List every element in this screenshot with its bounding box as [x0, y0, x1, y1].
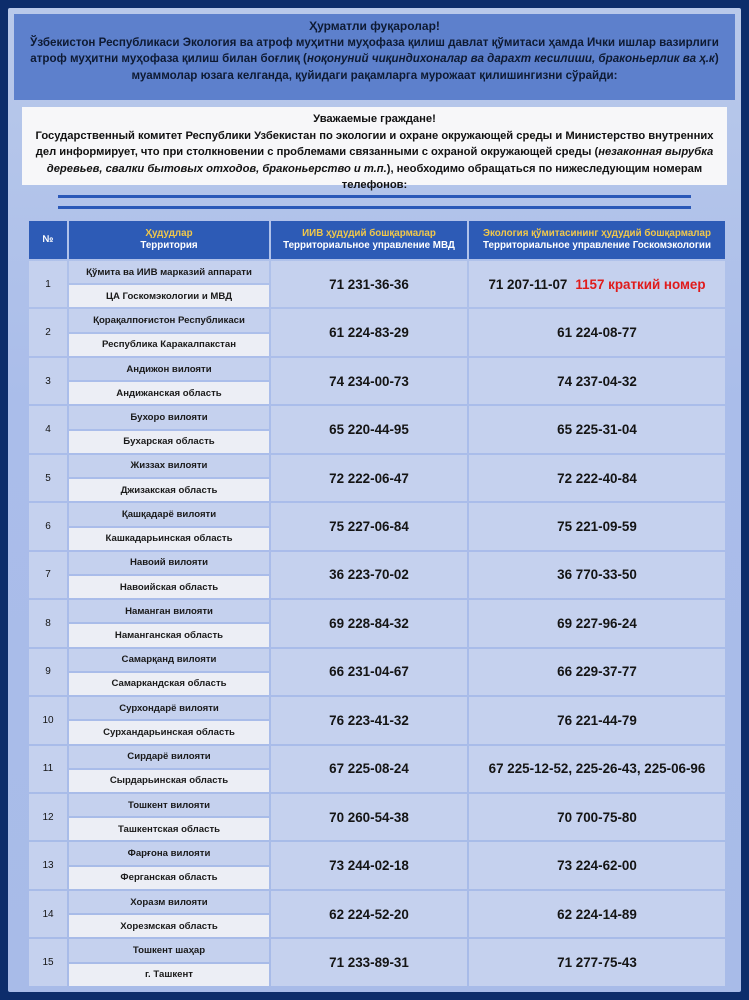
eco-phone[interactable]: 71 277-75-43 [557, 955, 637, 971]
uz-notice-text-2: ) муаммолар юзага келганда, қуйидаги рақамларга мурожаат қилишингизни сўрайди: [131, 52, 719, 82]
table-row [29, 891, 725, 937]
region-cell [69, 649, 269, 695]
mvd-phone[interactable]: 72 222-06-47 [271, 455, 467, 501]
eco-phone-cell [469, 842, 725, 888]
region-name-uz: Жиззах вилояти [69, 455, 269, 477]
table-row [29, 309, 725, 355]
mvd-phone[interactable]: 69 228-84-32 [271, 600, 467, 646]
region-name-uz: Хоразм вилояти [69, 891, 269, 913]
eco-phone[interactable]: 65 225-31-04 [557, 422, 637, 438]
eco-phone-cell [469, 261, 725, 307]
eco-phone[interactable]: 71 207-11-07 [488, 276, 568, 292]
region-cell [69, 697, 269, 743]
region-cell [69, 842, 269, 888]
table-row [29, 552, 725, 598]
eco-phone-cell [469, 406, 725, 452]
header-territory-ru: Территория [140, 240, 198, 251]
region-cell [69, 746, 269, 792]
region-name-uz: Бухоро вилояти [69, 406, 269, 428]
uz-notice-title: Ҳурматли фуқаролар! [309, 19, 440, 33]
row-number: 14 [29, 891, 67, 937]
eco-phone[interactable]: 75 221-09-59 [557, 518, 637, 534]
uz-notice-body [28, 35, 721, 85]
header-territory [69, 221, 269, 259]
table-row [29, 649, 725, 695]
mvd-phone[interactable]: 67 225-08-24 [271, 746, 467, 792]
region-name-uz: Сирдарё вилояти [69, 746, 269, 768]
eco-phone-cell [469, 503, 725, 549]
region-name-uz: Самарқанд вилояти [69, 649, 269, 671]
header-eco [469, 221, 725, 259]
ru-notice-body [32, 128, 717, 194]
row-number: 8 [29, 600, 67, 646]
eco-phone-cell [469, 746, 725, 792]
mvd-phone[interactable]: 65 220-44-95 [271, 406, 467, 452]
table-row [29, 600, 725, 646]
region-name-ru: Кашкадарьинская область [69, 528, 269, 550]
region-name-ru: Сурхандарьинская область [69, 721, 269, 743]
ru-notice-text-1: Государственный комитет Республики Узбекистан по экологии и охране окружающей среды и Министерство внутренних дел информирует, что при столкновении с проблемами связанными с охраной окружающей среды ( [35, 129, 714, 159]
table-row [29, 842, 725, 888]
eco-phone-cell [469, 358, 725, 404]
row-number: 11 [29, 746, 67, 792]
eco-phone-cell [469, 697, 725, 743]
table-row [29, 939, 725, 986]
eco-phone[interactable]: 62 224-14-89 [557, 906, 637, 922]
mvd-phone[interactable]: 70 260-54-38 [271, 794, 467, 840]
row-number: 4 [29, 406, 67, 452]
region-name-ru: г. Ташкент [69, 964, 269, 986]
eco-phone[interactable]: 72 222-40-84 [557, 470, 637, 486]
row-number: 7 [29, 552, 67, 598]
header-eco-uz: Экология қўмитасининг ҳудудий бошқармалар [483, 228, 711, 239]
table-row [29, 358, 725, 404]
eco-phone[interactable]: 67 225-12-52, 225-26-43, 225-06-96 [488, 761, 706, 777]
region-name-ru: Ташкентская область [69, 818, 269, 840]
region-name-ru: Наманганская область [69, 624, 269, 646]
mvd-phone[interactable]: 36 223-70-02 [271, 552, 467, 598]
table-row [29, 503, 725, 549]
row-number: 5 [29, 455, 67, 501]
mvd-phone[interactable]: 76 223-41-32 [271, 697, 467, 743]
region-cell [69, 406, 269, 452]
ru-notice-title: Уважаемые граждане! [313, 113, 436, 125]
table-row [29, 261, 725, 307]
short-number-note[interactable]: 1157 краткий номер [575, 276, 706, 292]
row-number: 3 [29, 358, 67, 404]
eco-phone[interactable]: 61 224-08-77 [557, 325, 637, 341]
eco-phone[interactable]: 76 221-44-79 [557, 712, 637, 728]
row-number: 2 [29, 309, 67, 355]
header-num: № [29, 221, 67, 259]
eco-phone[interactable]: 69 227-96-24 [557, 615, 637, 631]
region-cell [69, 455, 269, 501]
region-name-uz: Наманган вилояти [69, 600, 269, 622]
mvd-phone[interactable]: 61 224-83-29 [271, 309, 467, 355]
header-mvd-ru: Территориальное управление МВД [283, 240, 455, 251]
eco-phone-cell [469, 600, 725, 646]
divider-line [58, 195, 691, 198]
table-row [29, 406, 725, 452]
region-name-ru: Бухарская область [69, 431, 269, 453]
row-number: 10 [29, 697, 67, 743]
region-name-uz: Навоий вилояти [69, 552, 269, 574]
row-number: 1 [29, 261, 67, 307]
header-mvd-uz: ИИВ ҳудудий бошқармалар [302, 228, 436, 239]
region-cell [69, 309, 269, 355]
region-cell [69, 939, 269, 986]
region-name-uz: Фарғона вилояти [69, 842, 269, 864]
mvd-phone[interactable]: 74 234-00-73 [271, 358, 467, 404]
header-territory-uz: Ҳудудлар [145, 228, 193, 239]
divider-line [58, 206, 691, 209]
region-name-ru: Сырдарьинская область [69, 770, 269, 792]
table-row [29, 697, 725, 743]
contacts-table [27, 219, 727, 988]
row-number: 12 [29, 794, 67, 840]
eco-phone-cell [469, 794, 725, 840]
region-cell [69, 891, 269, 937]
region-name-uz: Қашқадарё вилояти [69, 503, 269, 525]
mvd-phone[interactable]: 66 231-04-67 [271, 649, 467, 695]
row-number: 13 [29, 842, 67, 888]
eco-phone-cell [469, 891, 725, 937]
region-name-uz: Тошкент вилояти [69, 794, 269, 816]
region-name-uz: Қорақалпоғистон Республикаси [69, 309, 269, 331]
region-name-ru: Хорезмская область [69, 915, 269, 937]
region-cell [69, 503, 269, 549]
ru-notice [22, 107, 727, 192]
ru-notice-text-2: ), необходимо обращаться по нижеследующим номерам телефонов: [341, 162, 703, 192]
region-name-ru: Ферганская область [69, 867, 269, 889]
eco-phone[interactable]: 74 237-04-32 [557, 373, 637, 389]
region-name-ru: Республика Каракалпакстан [69, 334, 269, 356]
header-eco-ru: Территориальное управление Госкомэкологии [483, 240, 711, 251]
uz-notice-text-1: Ўзбекистон Республикаси Экология ва атроф муҳитни муҳофаза қилиш давлат қўмитаси ҳамда Ички ишлар вазирлиги атроф муҳитни муҳофаза қилиш билан боғлиқ ( [30, 35, 719, 65]
eco-phone-cell [469, 552, 725, 598]
region-name-ru: Андижанская область [69, 382, 269, 404]
region-cell [69, 794, 269, 840]
region-name-ru: Самаркандская область [69, 673, 269, 695]
region-name-uz: Сурхондарё вилояти [69, 697, 269, 719]
eco-phone-cell [469, 455, 725, 501]
row-number: 9 [29, 649, 67, 695]
eco-phone-cell [469, 939, 725, 986]
row-number: 6 [29, 503, 67, 549]
region-name-ru: Навоийская область [69, 576, 269, 598]
header-mvd [271, 221, 467, 259]
region-cell [69, 358, 269, 404]
uz-notice [14, 14, 735, 100]
mvd-phone[interactable]: 62 224-52-20 [271, 891, 467, 937]
uz-notice-italic: ноқонуний чиқиндихоналар ва дарахт кесилиши, браконьерлик ва ҳ.к [306, 52, 715, 65]
row-number: 15 [29, 939, 67, 986]
eco-phone[interactable]: 73 224-62-00 [557, 858, 637, 874]
region-name-ru: Джизакская область [69, 479, 269, 501]
mvd-phone[interactable]: 71 231-36-36 [271, 261, 467, 307]
eco-phone-cell [469, 309, 725, 355]
eco-phone[interactable]: 70 700-75-80 [557, 809, 637, 825]
table-row [29, 794, 725, 840]
table-row [29, 455, 725, 501]
region-name-uz: Тошкент шаҳар [69, 939, 269, 961]
region-cell [69, 552, 269, 598]
mvd-phone[interactable]: 73 244-02-18 [271, 842, 467, 888]
eco-phone[interactable]: 66 229-37-77 [557, 664, 637, 680]
mvd-phone[interactable]: 75 227-06-84 [271, 503, 467, 549]
mvd-phone[interactable]: 71 233-89-31 [271, 939, 467, 986]
eco-phone[interactable]: 36 770-33-50 [557, 567, 637, 583]
region-cell [69, 261, 269, 307]
eco-phone-cell [469, 649, 725, 695]
region-name-ru: ЦА Госкомэкологии и МВД [69, 285, 269, 307]
table-row [29, 746, 725, 792]
region-name-uz: Андижон вилояти [69, 358, 269, 380]
ru-notice-italic: незаконная вырубка деревьев, свалки бытовых отходов, браконьерство и т.п. [46, 146, 714, 175]
table-header-row [29, 221, 725, 259]
region-name-uz: Қўмита ва ИИВ марказий аппарати [69, 261, 269, 283]
region-cell [69, 600, 269, 646]
